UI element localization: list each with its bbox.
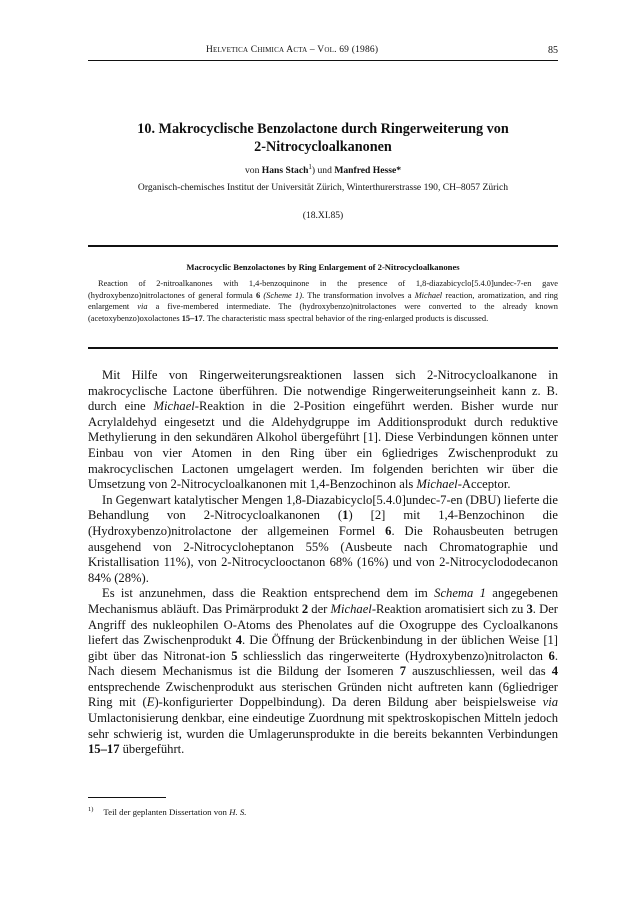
- title-line-2: 2-Nitrocycloalkanonen: [254, 139, 392, 155]
- text-run: )-konfigurierter Doppelbindung). Da deren Bildung aber beispielsweise: [154, 695, 543, 710]
- compound-number: 6: [255, 290, 261, 300]
- footnote: [88, 806, 558, 817]
- name-reaction: Michael: [414, 290, 443, 300]
- name-reaction: Michael: [330, 601, 372, 616]
- compound-number: 15–17: [88, 742, 120, 757]
- footnote-text: Teil der geplanten Dissertation von: [103, 806, 230, 817]
- stereo-descriptor: E: [146, 695, 155, 710]
- text-run: -Reaktion aromatisiert sich zu: [371, 601, 527, 616]
- abstract-top-rule: [88, 245, 558, 247]
- abstract-heading: Macrocyclic Benzolactones by Ring Enlargement of 2-Nitrocycloalkanones: [186, 262, 460, 272]
- abstract-text: [88, 278, 558, 324]
- abstract-part: a five-membered intermediate. The (hydroxybenzo)nitrolactones were converted to the already known (acetoxybenzo)oxolactones: [88, 302, 558, 323]
- journal-title: Helvetica Chimica Acta – Vol. 69 (1986): [206, 45, 379, 55]
- footnote-rule: [88, 797, 166, 798]
- compound-number: 15–17: [181, 313, 203, 323]
- received-date: (18.XI.85): [302, 210, 344, 221]
- text-run: der: [308, 601, 331, 616]
- body-text: [88, 368, 558, 758]
- compound-number: 3: [526, 601, 533, 616]
- text-run: entsprechende Zwischenprodukt aus sterischen Gründen nicht auftreten kann (6gliedriger Ring mit (: [88, 679, 558, 710]
- text-run: angegebenen Mechanismus abläuft. Das Primärprodukt: [88, 586, 558, 616]
- author-2: Manfred Hesse*: [334, 165, 402, 176]
- text-run: . Nach diesem Mechanismus ist die Bildung der Isomeren: [88, 648, 558, 679]
- text-run: Mit Hilfe von Ringerweiterungsreaktionen lassen sich 2-Nitrocycloalkanone in makrocyclische Lactone überführen. Die notwendige Ringerweiterungseinheit kann z. B. durch eine: [88, 368, 558, 414]
- name-reaction: Michael: [416, 477, 458, 492]
- text-run: ) [2] mit 1,4-Benzochinon die (Hydroxybenzo)nitrolactone der allgemeinen Formel: [88, 508, 558, 538]
- text-run: übergeführt.: [119, 742, 185, 757]
- abstract-part: . The transformation involves a: [302, 290, 415, 300]
- author-1: Hans Stach: [261, 165, 309, 176]
- affiliation: Organisch-chemisches Institut der Universität Zürich, Winterthurerstrasse 190, CH–8057 Zürich: [137, 182, 509, 193]
- text-run: . Die Rohausbeuten betrugen ausgehend von 2-Nitrocycloheptanon 55% (Ausbeute nach Chromatographie und Kristallisation 11%), von 2-Nitrocyclooctanon 68% (16%) und von 2-Nitrocyclododecanon 84% (28%).: [88, 523, 558, 585]
- compound-number: 4: [235, 633, 242, 648]
- author-line: [88, 162, 558, 176]
- text-run: In Gegenwart katalytischer Mengen 1,8-Diazabicyclo[5.4.0]undec-7-en (DBU) lieferte die Behandlung von 2-Nitrocycloalkanonen (: [88, 492, 558, 523]
- compound-number: 1: [342, 508, 349, 523]
- scheme-reference: (Scheme 1): [263, 290, 302, 300]
- text-run: schliesslich das ringerweiterte (Hydroxybenzo)nitrolacton: [237, 648, 549, 663]
- paragraph-2: [88, 493, 558, 587]
- compound-number: 6: [385, 523, 392, 538]
- compound-number: 2: [301, 601, 309, 616]
- title-line-1: 10. Makrocyclische Benzolactone durch Ringerweiterung von: [137, 121, 509, 137]
- running-head: [88, 45, 558, 59]
- text-run: -Reaktion in die 2-Position eingeführt werden. Bisher wurde nur Acrylaldehyd eingesetzt und die Aldehydgruppe im Additionsprodukt durch reduktive Methylierung in den sekundären Alkohol übergeführt [1]. Diese Verbindungen können unter Einbau von vier Atomen in den Ring über ein 6gliedriges Zwischenprodukt zu makrocyclischen Lactonen umgelagert werden. Im folgenden berichten wir über die Umsetzung von 2-Nitrocycloalkanonen mit 1,4-Benzochinon als: [88, 399, 559, 492]
- text-run: Umlactonisierung denkbar, eine eindeutige Zuordnung mit spektroskopischen Mitteln jedoch sehr schwierig ist, wurden die Umlagerunsprodukte in die bereits bekannten Verbindungen: [88, 711, 558, 741]
- compound-number: 6: [548, 648, 555, 663]
- footnote-mark: [88, 806, 93, 813]
- latin-word: via: [137, 302, 148, 311]
- latin-word: via: [542, 695, 558, 710]
- abstract-part: Reaction of 2-nitroalkanones with 1,4-benzoquinone in the presence of 1,8-diazabicyclo[5.4.0]undec-7-en gave (hydroxybenzo)nitrolactones of general formula: [88, 279, 558, 300]
- authors-conjunction: ) und: [311, 165, 332, 176]
- footnote-mark-paren: ): [91, 806, 94, 813]
- author-1-footnote-mark: 1: [308, 162, 312, 171]
- text-run: -Acceptor.: [457, 477, 511, 492]
- page-number: 85: [548, 45, 558, 56]
- footnote-initials: H. S.: [229, 806, 247, 817]
- header-rule: [88, 60, 558, 61]
- compound-number: 4: [551, 664, 558, 679]
- paragraph-3: [88, 586, 558, 758]
- article-title: [88, 120, 558, 156]
- authors-prefix: von: [244, 165, 260, 176]
- paragraph-1: [88, 368, 558, 493]
- footnote-mark-number: 1: [88, 806, 92, 813]
- abstract-bottom-rule: [88, 347, 558, 349]
- compound-number: 7: [399, 664, 406, 679]
- text-run: . Der Angriff des nukleophilen O-Atoms des Phenolates auf die Oxogruppe des Cycloalkanons liefert das Zwischenprodukt: [88, 601, 558, 648]
- text-run: . Die Öffnung der Brückenbindung in der üblichen Weise [1] gibt über das Nitronat-ion: [88, 633, 559, 663]
- text-run: Es ist anzunehmen, dass die Reaktion entsprechend dem im: [102, 586, 435, 601]
- scheme-reference: Schema 1: [434, 586, 486, 601]
- text-run: auszuschliessen, weil das: [406, 664, 552, 679]
- compound-number: 5: [231, 648, 238, 663]
- name-reaction: Michael: [153, 399, 195, 414]
- abstract-part: reaction, aromatization, and ring enlargement: [88, 290, 558, 311]
- abstract-part: . The characteristic mass spectral behavior of the ring-enlarged products is discussed.: [202, 313, 489, 323]
